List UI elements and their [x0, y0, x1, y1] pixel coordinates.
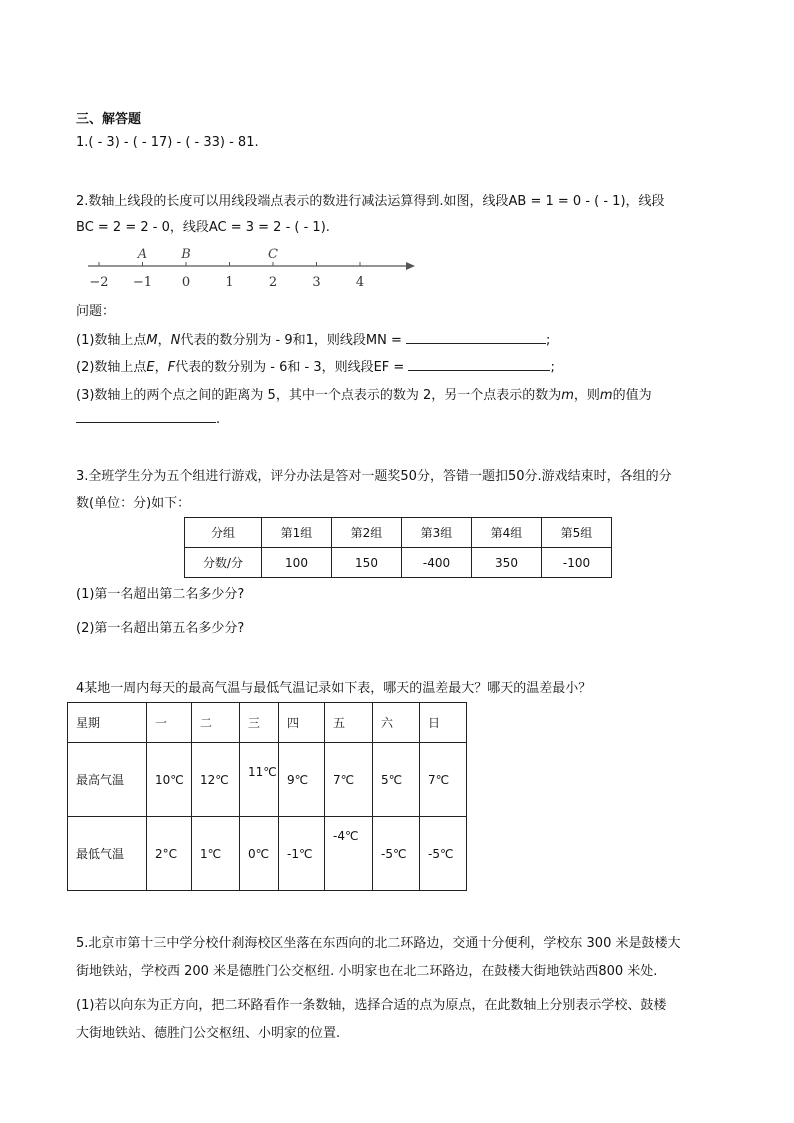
q2-sub3-text-c: 的值为 — [612, 388, 652, 403]
tick-label: 1 — [225, 275, 234, 290]
question-2-line-2: BC = 2 = 2 - 0，线段AC = 3 = 2 - ( - 1). — [76, 220, 330, 235]
table-cell: 日 — [420, 703, 467, 743]
q2-sub2-end: ; — [550, 360, 555, 375]
q2-sub2-sep: ， — [154, 360, 168, 375]
table-cell: 2°C — [147, 817, 192, 891]
question-3-line-2: 数(单位：分)如下： — [76, 496, 191, 511]
table-cell: 六 — [373, 703, 420, 743]
tick-label: −1 — [132, 275, 153, 290]
table-cell: -5℃ — [420, 817, 467, 891]
table-cell: 150 — [332, 548, 402, 578]
number-line-axis — [88, 262, 415, 270]
table-cell: 四 — [279, 703, 325, 743]
question-5-line-2: 街地铁站，学校西 200 米是德胜门公交枢纽. 小明家也在北二环路边，在鼓楼大街地铁站西800 米处. — [76, 964, 658, 979]
table-cell: 最低气温 — [68, 817, 147, 891]
question-5-sub-1-line-1: (1)若以向东为正方向，把二环路看作一条数轴，选择合适的点为原点，在此数轴上分别表示学校、鼓楼 — [76, 998, 667, 1013]
table-cell: 五 — [325, 703, 373, 743]
table-cell: 星期 — [68, 703, 147, 743]
table-cell: -1℃ — [279, 817, 325, 891]
score-table — [184, 517, 612, 578]
table-cell: 7℃ — [420, 743, 467, 817]
table-cell: 第5组 — [542, 518, 612, 548]
question-2-sub-3-answer — [76, 410, 220, 427]
question-1: 1.( - 3) - ( - 17) - ( - 33) - 81. — [76, 135, 259, 150]
question-5-line-1: 5.北京市第十三中学分校什刹海校区坐落在东西向的北二环路边，交通十分便利，学校东 300 米是鼓楼大 — [76, 936, 681, 951]
q2-sub1-end: ; — [546, 333, 551, 348]
q2-sub1-text: (1)数轴上点 — [76, 333, 147, 348]
answer-blank-m[interactable] — [76, 410, 216, 423]
table-cell: 第1组 — [262, 518, 332, 548]
table-cell: 5℃ — [373, 743, 420, 817]
q2-sub3-var-m2: m — [599, 388, 613, 403]
score-table-header-row — [185, 518, 612, 548]
tick-label: 2 — [268, 275, 278, 290]
table-cell: -5℃ — [373, 817, 420, 891]
q2-sub1-text-b: 代表的数分别为 - 9和1，则线段MN = — [180, 333, 406, 348]
q2-sub2-var-f: F — [167, 360, 176, 375]
question-2-sub-3 — [76, 384, 652, 403]
tick-label: 3 — [312, 275, 321, 290]
q2-sub3-end: . — [216, 412, 221, 427]
table-cell: 二 — [192, 703, 240, 743]
table-cell: 12℃ — [192, 743, 240, 817]
answer-blank-ef[interactable] — [408, 358, 550, 371]
table-cell: 一 — [147, 703, 192, 743]
question-2-line-1: 2.数轴上线段的长度可以用线段端点表示的数进行减法运算得到.如图，线段AB = 1 = 0 - ( - 1)，线段 — [76, 194, 665, 209]
table-cell: 最高气温 — [68, 743, 147, 817]
q2-sub1-var-m: M — [146, 333, 158, 348]
question-2-sub-1 — [76, 329, 550, 348]
axis-arrow — [406, 262, 415, 270]
point-label: B — [181, 247, 191, 262]
table-cell: 分组 — [185, 518, 262, 548]
temperature-header-row — [68, 703, 467, 743]
question-3-sub-1: (1)第一名超出第二名多少分? — [76, 587, 245, 602]
table-cell: 1℃ — [192, 817, 240, 891]
q2-sub3-text: (3)数轴上的两个点之间的距离为 5，其中一个点表示的数为 2，另一个点表示的数为 — [76, 388, 562, 403]
table-cell: 11℃ — [240, 743, 279, 817]
point-label: A — [137, 247, 148, 262]
question-3-sub-2: (2)第一名超出第五名多少分? — [76, 621, 245, 636]
table-cell: -4℃ — [325, 817, 373, 891]
question-5-sub-1-line-2: 大街地铁站、德胜门公交枢纽、小明家的位置. — [76, 1026, 341, 1041]
q2-sub1-var-n: N — [170, 333, 181, 348]
tick-label: 0 — [181, 275, 191, 290]
question-4: 4某地一周内每天的最高气温与最低气温记录如下表，哪天的温差最大？哪天的温差最小？ — [76, 681, 592, 696]
q2-sub1-sep: ， — [157, 333, 171, 348]
tick-label: 4 — [355, 275, 365, 290]
table-cell: 第3组 — [402, 518, 472, 548]
table-cell: 0℃ — [240, 817, 279, 891]
question-2-sub-2 — [76, 356, 555, 375]
table-cell: 第2组 — [332, 518, 402, 548]
tick-label: −2 — [89, 275, 109, 290]
table-cell: 10℃ — [147, 743, 192, 817]
q2-sub3-var-m: m — [561, 388, 574, 403]
q2-sub2-text-b: 代表的数分别为 - 6和 - 3，则线段EF = — [175, 360, 409, 375]
table-cell: 9℃ — [279, 743, 325, 817]
table-cell: 350 — [472, 548, 542, 578]
number-line-figure — [84, 244, 424, 294]
question-2-prompt: 问题： — [76, 304, 116, 319]
section-title: 三、解答题 — [76, 112, 142, 127]
temperature-low-row — [68, 817, 467, 891]
table-cell: 第4组 — [472, 518, 542, 548]
table-cell: 分数/分 — [185, 548, 262, 578]
q2-sub2-text: (2)数轴上点 — [76, 360, 147, 375]
question-3-line-1: 3.全班学生分为五个组进行游戏，评分办法是答对一题奖50分，答错一题扣50分.游戏结束时，各组的分 — [76, 469, 672, 484]
temperature-high-row — [68, 743, 467, 817]
table-cell: 三 — [240, 703, 279, 743]
table-cell: -400 — [402, 548, 472, 578]
q2-sub3-text-b: ，则 — [573, 388, 600, 403]
table-cell: 7℃ — [325, 743, 373, 817]
temperature-table — [67, 702, 467, 891]
table-cell: 100 — [262, 548, 332, 578]
answer-blank-mn[interactable] — [406, 331, 546, 344]
q2-sub2-var-e: E — [146, 360, 155, 375]
table-cell: -100 — [542, 548, 612, 578]
score-table-row — [185, 548, 612, 578]
point-label: C — [268, 247, 278, 262]
